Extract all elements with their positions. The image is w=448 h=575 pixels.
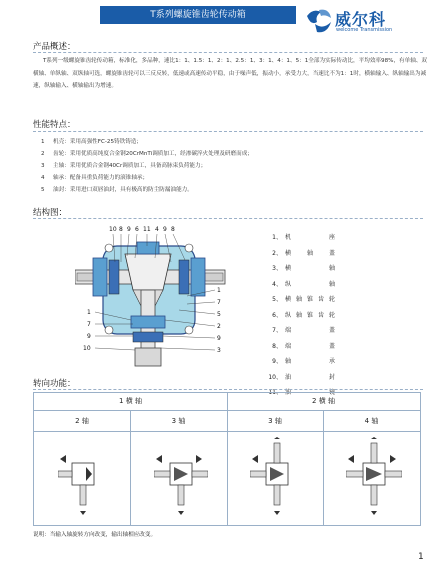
rotation-diagram-4axis <box>346 437 402 517</box>
part-item: 5、 横轴锥齿轮 <box>272 296 335 303</box>
part-item: 1、 机座 <box>272 234 335 241</box>
rotation-note: 说明：当输入轴旋转方向改变，输出轴相应改变。 <box>33 532 157 538</box>
col-header: 4 轴 <box>364 417 379 425</box>
callout-top: 8 <box>119 226 123 233</box>
callout-left: 10 <box>83 345 91 352</box>
company-logo <box>305 6 415 40</box>
part-item: 6、 纵轴锥齿轮 <box>272 311 335 319</box>
intro-text: T系列一级螺旋锥齿轮传动箱，标准化，多品种，速比1：1、1.5：1、2：1、2.5：1、3：1、4：1、5：1全部为实际传动比，平均效率98%，有单轴、双横轴、单纵轴、双纵轴可选，螺旋锥齿轮可以三反反转，低速或高速传动平稳，由于噪声低，振动小，承受力大，当速比不为1：1时，横轴输入、纵轴输出为减速，纵轴输入、横轴输出为增速。 <box>33 58 428 89</box>
part-item: 2、 横轴盖 <box>272 249 335 257</box>
page-number: 1 <box>418 552 424 562</box>
callout-top: 8 <box>171 226 175 233</box>
part-item: 9、 轴承 <box>272 358 335 365</box>
header-group-1: 1 横 轴 <box>119 397 142 405</box>
features-list <box>33 136 253 196</box>
logo-mark-icon <box>305 6 333 36</box>
part-item: 3、 横轴 <box>272 265 335 272</box>
callout-left: 7 <box>87 321 91 328</box>
feature-item: 1 机壳：采用高强性FC-25铸铁铸造； <box>41 139 142 145</box>
part-item: 7、 端盖 <box>272 327 335 334</box>
logo-subtext: welcome Transmission <box>336 27 393 33</box>
feature-item: 2 齿轮：采用优质高纯度合金钢20CrMnTi调质加工，经渗碳淬火处理及研磨而成； <box>41 151 253 157</box>
header-group-2: 2 横 轴 <box>312 397 335 405</box>
callout-top: 4 <box>155 226 159 233</box>
divider <box>33 218 423 219</box>
callout-top: 10 <box>109 226 117 233</box>
part-item: 11、 油镜 <box>268 389 335 396</box>
callout-right: 9 <box>217 335 221 342</box>
rotation-diagram-3axis-b <box>250 437 304 517</box>
part-item: 8、 端盖 <box>272 342 335 350</box>
feature-item: 5 油封：采用进口双唇油封，具有极高的防尘防漏油能力。 <box>41 187 193 193</box>
parts-list <box>268 230 335 401</box>
callout-top: 6 <box>135 226 139 233</box>
callout-right: 3 <box>217 347 221 354</box>
part-item: 10、 油封 <box>268 373 335 381</box>
callout-top: 11 <box>143 226 151 233</box>
callout-left: 9 <box>87 333 91 340</box>
divider <box>33 389 423 390</box>
intro-heading: 产品概述： <box>33 42 76 52</box>
callout-right: 1 <box>217 287 221 294</box>
callout-top: 9 <box>127 226 131 233</box>
col-header: 3 轴 <box>171 417 186 425</box>
callout-right: 7 <box>217 299 221 306</box>
callout-right: 5 <box>217 311 221 318</box>
divider <box>33 131 423 132</box>
divider <box>33 52 423 53</box>
part-item: 4、 纵轴 <box>272 280 335 288</box>
feature-item: 4 轴承：配备具重负荷能力的滚锥轴承； <box>41 175 149 181</box>
callout-right: 2 <box>217 323 221 330</box>
gearbox-structure-diagram <box>75 220 240 372</box>
col-header: 2 轴 <box>75 417 89 425</box>
callout-left: 1 <box>87 309 91 316</box>
rotation-table <box>33 392 421 526</box>
structure-heading: 结构图： <box>33 208 68 218</box>
features-heading: 性能特点： <box>33 120 76 130</box>
rotation-diagram-3axis <box>154 441 208 515</box>
logo-text: 威尔科 <box>335 10 387 29</box>
intro-paragraph <box>33 55 428 93</box>
callout-top: 9 <box>163 226 167 233</box>
rotation-diagram-2axis <box>58 441 108 515</box>
feature-item: 3 主轴：采用优质合金钢40Cr调质加工，具备高脉束负荷能力； <box>41 163 207 169</box>
page-title: T系列螺旋锥齿轮传动箱 <box>100 6 296 24</box>
col-header: 3 轴 <box>268 417 282 425</box>
rotation-heading: 转向功能： <box>33 379 76 389</box>
